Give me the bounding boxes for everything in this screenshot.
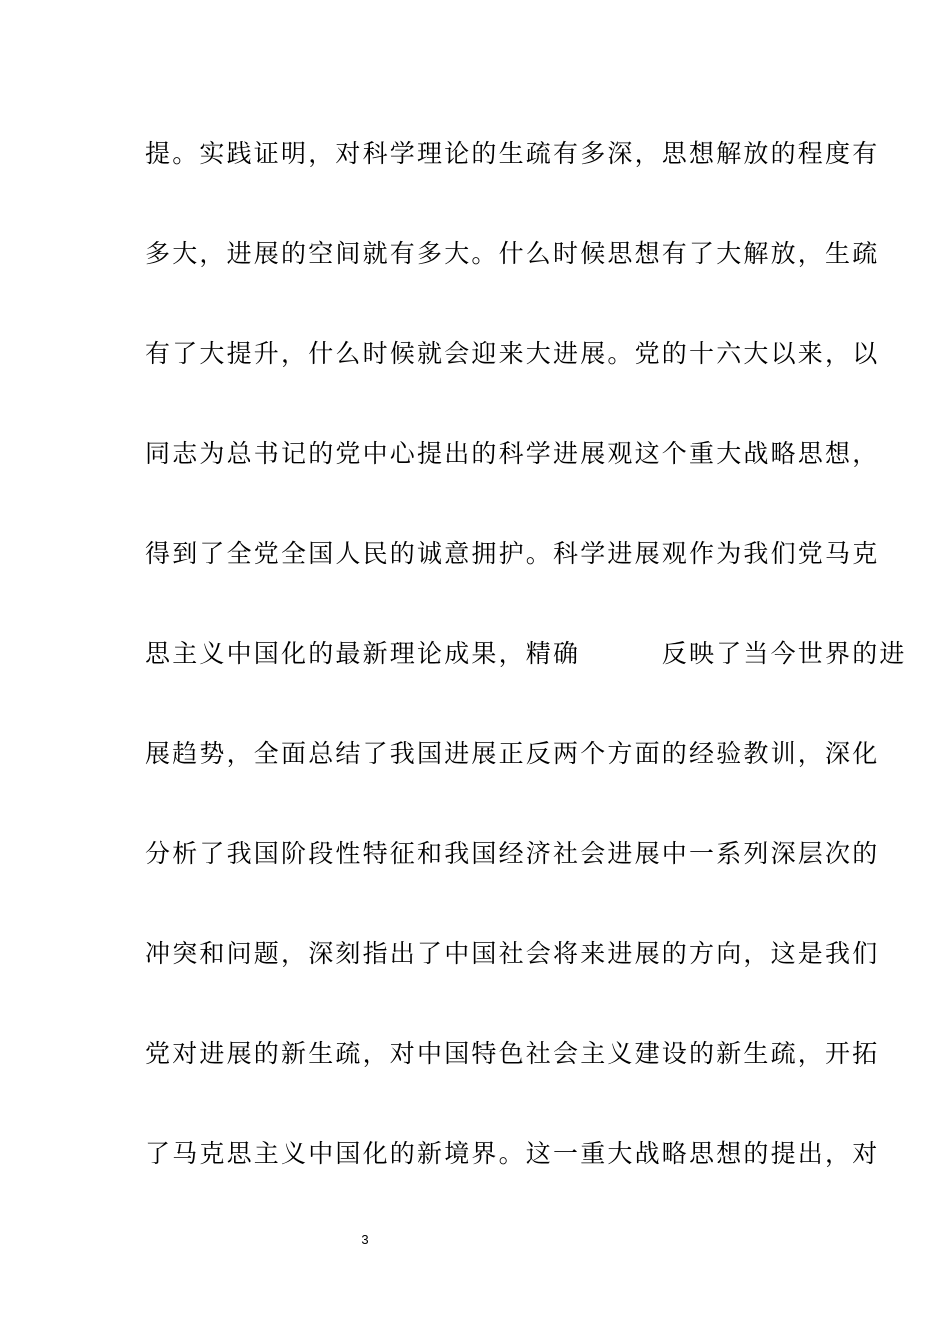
text-line-7: 展趋势，全面总结了我国进展正反两个方面的经验教训，深化: [145, 739, 880, 768]
text-line-5: 得到了全党全国人民的诚意拥护。科学进展观作为我们党马克: [145, 539, 880, 568]
body-paragraph: [145, 130, 907, 1230]
text-line-1: 提。实践证明，对科学理论的生疏有多深，思想解放的程度有: [145, 139, 880, 168]
text-line-6: 思主义中国化的最新理论成果，精确 反映了当今世界的进: [145, 639, 907, 668]
text-line-9: 冲突和问题，深刻指出了中国社会将来进展的方向，这是我们: [145, 939, 880, 968]
text-line-8: 分析了我国阶段性特征和我国经济社会进展中一系列深层次的: [145, 839, 880, 868]
text-line-4: 同志为总书记的党中心提出的科学进展观这个重大战略思想，: [145, 439, 880, 468]
text-line-10: 党对进展的新生疏，对中国特色社会主义建设的新生疏，开拓: [145, 1039, 880, 1068]
text-line-11: 了马克思主义中国化的新境界。这一重大战略思想的提出，对: [145, 1139, 880, 1168]
text-line-3: 有了大提升，什么时候就会迎来大进展。党的十六大以来，以: [145, 339, 880, 368]
page-number: 3: [361, 1232, 369, 1247]
text-line-2: 多大，进展的空间就有多大。什么时候思想有了大解放，生疏: [145, 239, 880, 268]
